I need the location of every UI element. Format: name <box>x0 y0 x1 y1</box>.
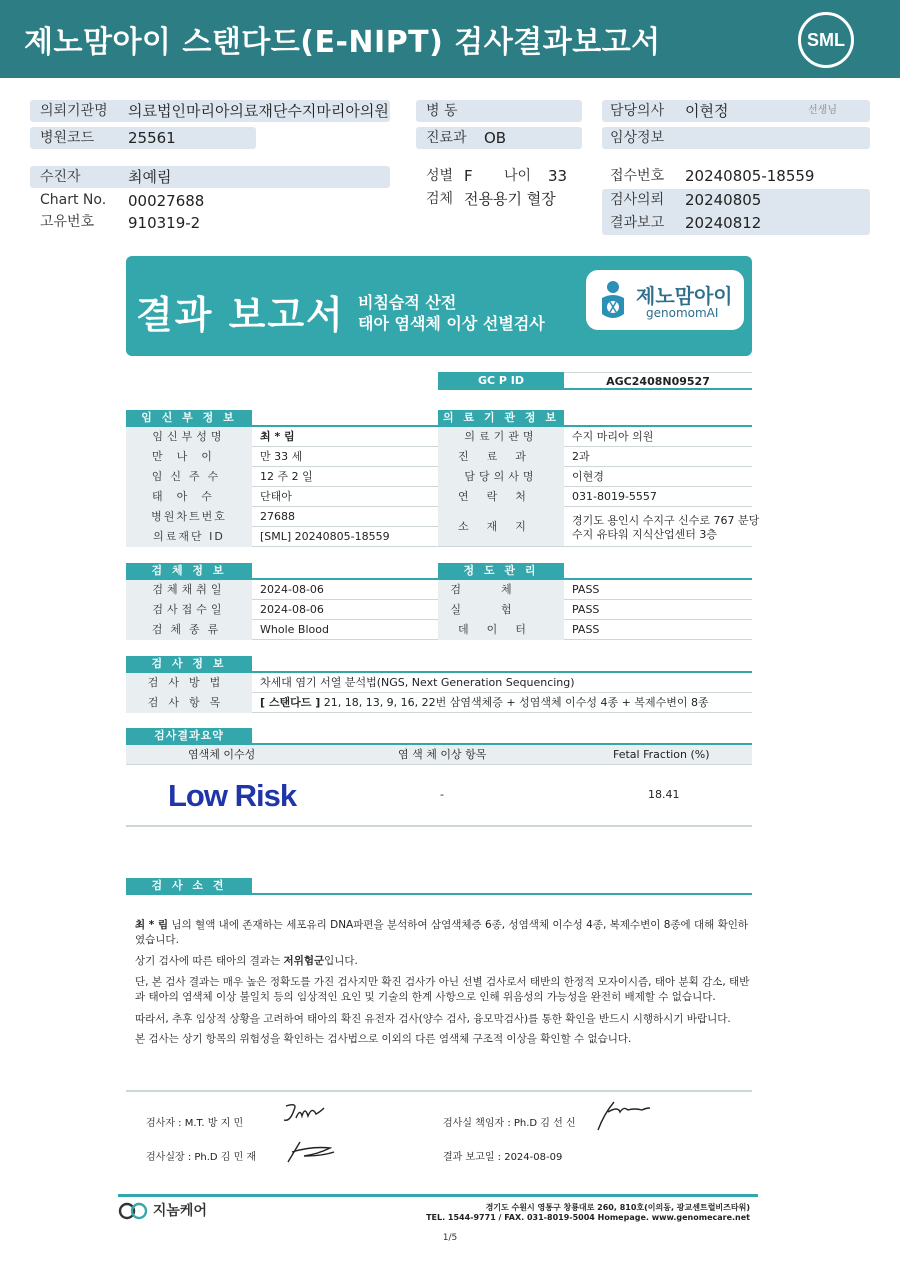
row-key: 검사항목 <box>126 693 252 713</box>
doctor-value: 이현정 <box>685 102 729 120</box>
genomom-icon <box>594 278 632 322</box>
patient-value: 최예림 <box>128 168 172 186</box>
report-title: 결과 보고서 <box>136 293 345 337</box>
genomecare-icon <box>118 1202 148 1220</box>
patient-field <box>30 166 390 188</box>
row-key: 담당의사명 <box>438 467 564 487</box>
chief-signature-icon <box>282 1136 338 1166</box>
row-value: 이현경 <box>572 470 604 483</box>
abnormal-result: - <box>440 788 444 801</box>
table-row <box>126 427 438 447</box>
sml-logo: SML <box>798 12 854 68</box>
genomom-brand-en: genomomAI <box>646 306 719 320</box>
table-row <box>126 693 752 713</box>
row-value: 2024-08-06 <box>260 583 324 596</box>
row-key: 검사방법 <box>126 673 252 693</box>
page-number: 1/5 <box>442 1233 458 1243</box>
report-header <box>126 256 752 356</box>
test-items-value <box>260 693 709 713</box>
table-row <box>438 620 752 640</box>
row-key: 실험 <box>438 600 564 620</box>
request-value: 20240805 <box>685 191 762 209</box>
table-row <box>126 447 438 467</box>
table-row <box>126 600 438 620</box>
table-row <box>126 507 438 527</box>
row-value: 031-8019-5557 <box>572 490 657 503</box>
table-row <box>126 620 438 640</box>
row-key: 병원차트번호 <box>126 507 252 527</box>
row-value: PASS <box>572 603 600 616</box>
ward-label: 병 동 <box>426 103 458 119</box>
table-row <box>438 487 752 507</box>
chart-value: 00027688 <box>128 192 205 210</box>
gcpid-label: GC P ID <box>438 372 564 390</box>
report-value: 20240812 <box>685 214 762 232</box>
table-row <box>126 580 438 600</box>
test-section-tab: 검 사 정 보 <box>126 656 252 672</box>
opinion-paragraph-2: 상기 검사에 따른 태아의 결과는 저위험군입니다. <box>135 955 358 967</box>
specimen-value: 전용용기 혈장 <box>464 190 556 208</box>
row-key: 검체종류 <box>126 620 252 640</box>
address-line-1: 경기도 용인시 수지구 신수로 767 분당 <box>572 514 760 527</box>
opinion-paragraph-3: 단, 본 검사 결과는 매우 높은 정확도를 가진 검사지만 확진 검사가 아닌 선별 검사로서 태반의 한정적 모자이시즘, 태아 분획 감소, 태반과 태아의 염색체 이상 불일치 등의 임상적인 요인 및 기술의 한계 사항으로 인해 위음성의 가능성을 완전히 배제할 수 없습니다. <box>135 976 750 1003</box>
chief-name: 검사실장 : Ph.D 김 민 재 <box>146 1152 257 1163</box>
footer-address: 경기도 수원시 영통구 창룡대로 260, 810호(이의동, 광교센트럴비즈타워) <box>485 1203 750 1212</box>
footer-contact: TEL. 1544-9771 / FAX. 031-8019-5004 Homepage. www.genomecare.net <box>426 1213 750 1222</box>
opinion-paragraph-5: 본 검사는 상기 항목의 위험성을 확인하는 검사법으로 이외의 다른 염색체 구조적 이상을 확인할 수 없습니다. <box>135 1033 632 1045</box>
summary-header-row <box>126 745 752 765</box>
report-label: 결과보고 <box>610 215 665 231</box>
institution-value: 의료법인마리아의료재단수지마리아의원 <box>128 102 389 120</box>
row-value: 2과 <box>572 450 590 463</box>
address-cell <box>564 507 760 547</box>
chart-label: Chart No. <box>40 192 107 208</box>
table-row <box>126 487 438 507</box>
summary-col-fetal-fraction: Fetal Fraction (%) <box>613 748 710 761</box>
row-value: 27688 <box>260 510 295 523</box>
opinion-paragraph-4: 따라서, 추후 임상적 상황을 고려하여 태아의 확진 유전자 검사(양수 검사, 융모막검사)를 통한 확인을 반드시 시행하시기 바랍니다. <box>135 1013 731 1025</box>
genomecare-logo: 지놈케어 <box>118 1200 207 1220</box>
test-method-value: 차세대 염기 서열 분석법(NGS, Next Generation Sequencing) <box>260 676 575 689</box>
qc-section-tab: 정 도 관 리 <box>438 563 564 579</box>
row-key: 검사접수일 <box>126 600 252 620</box>
specimen-section-tab: 검 체 정 보 <box>126 563 252 579</box>
unique-label: 고유번호 <box>40 214 95 230</box>
test-items-text: 21, 18, 13, 9, 16, 22번 삼염색체증 + 성염색체 이수성 4종 + 복제수변이 8종 <box>320 696 709 709</box>
address-line-2: 수지 유타워 지식산업센터 3층 <box>572 528 717 541</box>
institution-section-tab: 의 료 기 관 정 보 <box>438 410 564 426</box>
row-value: 수지 마리아 의원 <box>572 430 654 443</box>
report-subtitle-2: 태아 염색체 이상 선별검사 <box>358 314 545 333</box>
dept-label: 진료과 <box>426 130 467 146</box>
row-key: 임신주수 <box>126 467 252 487</box>
row-value: 만 33 세 <box>260 450 303 463</box>
row-key: 검체 <box>438 580 564 600</box>
receipt-value: 20240805-18559 <box>685 167 815 185</box>
summary-col-aneuploidy: 염색체 이수성 <box>188 748 256 761</box>
opinion-section-tab: 검 사 소 견 <box>126 878 252 894</box>
table-row <box>438 447 752 467</box>
table-row <box>438 427 752 447</box>
tester-name: 검사자 : M.T. 방 지 민 <box>146 1118 244 1129</box>
row-value: 단태아 <box>260 490 292 503</box>
signature-divider <box>126 1090 752 1092</box>
opinion-patient-name: 최 * 림 <box>135 919 169 931</box>
sex-value: F <box>464 167 473 185</box>
address-label: 소재지 <box>438 507 564 547</box>
document-title: 제노맘아이 스탠다드(E-NIPT) 검사결과보고서 <box>24 25 661 60</box>
genomom-logo <box>586 270 744 330</box>
summary-section-tab: 검사결과요약 <box>126 728 252 744</box>
row-value: 최 * 림 <box>260 430 295 443</box>
sex-label: 성별 <box>426 168 454 184</box>
doctor-label: 담당의사 <box>610 103 665 119</box>
row-key: 데이터 <box>438 620 564 640</box>
row-value: 2024-08-06 <box>260 603 324 616</box>
pregnant-section-tab: 임 신 부 정 보 <box>126 410 252 426</box>
institution-label: 의뢰기관명 <box>40 103 108 119</box>
footer-bar <box>118 1194 758 1197</box>
table-row <box>126 527 438 547</box>
risk-result: Low Risk <box>168 778 297 813</box>
row-key: 연락처 <box>438 487 564 507</box>
dept-value: OB <box>484 129 507 147</box>
row-value: [SML] 20240805-18559 <box>260 530 390 543</box>
hospital-code-label: 병원코드 <box>40 130 95 146</box>
table-row <box>438 467 752 487</box>
opinion-risk-group: 저위험군 <box>283 955 325 967</box>
row-key: 진료과 <box>438 447 564 467</box>
summary-col-abnormal: 염 색 체 이상 항목 <box>398 748 487 761</box>
age-value: 33 <box>548 167 568 185</box>
clinical-label: 임상정보 <box>610 130 665 146</box>
row-key: 만나이 <box>126 447 252 467</box>
row-value: Whole Blood <box>260 623 329 636</box>
report-date: 결과 보고일 : 2024-08-09 <box>443 1152 563 1163</box>
row-value: PASS <box>572 623 600 636</box>
table-row <box>438 580 752 600</box>
doctor-suffix: 선생님 <box>808 105 837 116</box>
row-key: 임신부성명 <box>126 427 252 447</box>
gcpid-value: AGC2408N09527 <box>564 372 752 390</box>
table-row <box>126 467 438 487</box>
hospital-code-value: 25561 <box>128 129 176 147</box>
table-row <box>126 673 752 693</box>
top-banner <box>0 0 900 78</box>
genomom-brand-kr: 제노맘아이 <box>636 284 733 308</box>
row-value: PASS <box>572 583 600 596</box>
receipt-label: 접수번호 <box>610 168 665 184</box>
row-value: 12 주 2 일 <box>260 470 313 483</box>
summary-bottom-line <box>126 825 752 827</box>
row-key: 태아수 <box>126 487 252 507</box>
test-items-bold: [ 스탠다드 ] <box>260 696 321 709</box>
tester-signature-icon <box>282 1100 328 1130</box>
responsible-name: 검사실 책임자 : Ph.D 김 선 신 <box>443 1118 576 1129</box>
row-key: 검체채취일 <box>126 580 252 600</box>
unique-value: 910319-2 <box>128 214 201 232</box>
opinion-paragraph-1: 최 * 림 님의 혈액 내에 존재하는 세포유리 DNA파편을 분석하여 삼염색체증 6종, 성염색체 이수성 4종, 복제수변이 8종에 대해 확인하였습니다. <box>135 919 749 946</box>
table-row <box>438 600 752 620</box>
fetal-fraction-result: 18.41 <box>648 788 680 801</box>
row-key: 의료재단 ID <box>126 527 252 547</box>
specimen-label: 검체 <box>426 191 454 207</box>
responsible-signature-icon <box>594 1098 654 1134</box>
age-label: 나이 <box>504 168 532 184</box>
patient-label: 수진자 <box>40 169 81 185</box>
report-subtitle-1: 비침습적 산전 <box>358 293 457 312</box>
row-key: 의료기관명 <box>438 427 564 447</box>
opinion-section-line <box>126 893 752 895</box>
request-label: 검사의뢰 <box>610 192 665 208</box>
